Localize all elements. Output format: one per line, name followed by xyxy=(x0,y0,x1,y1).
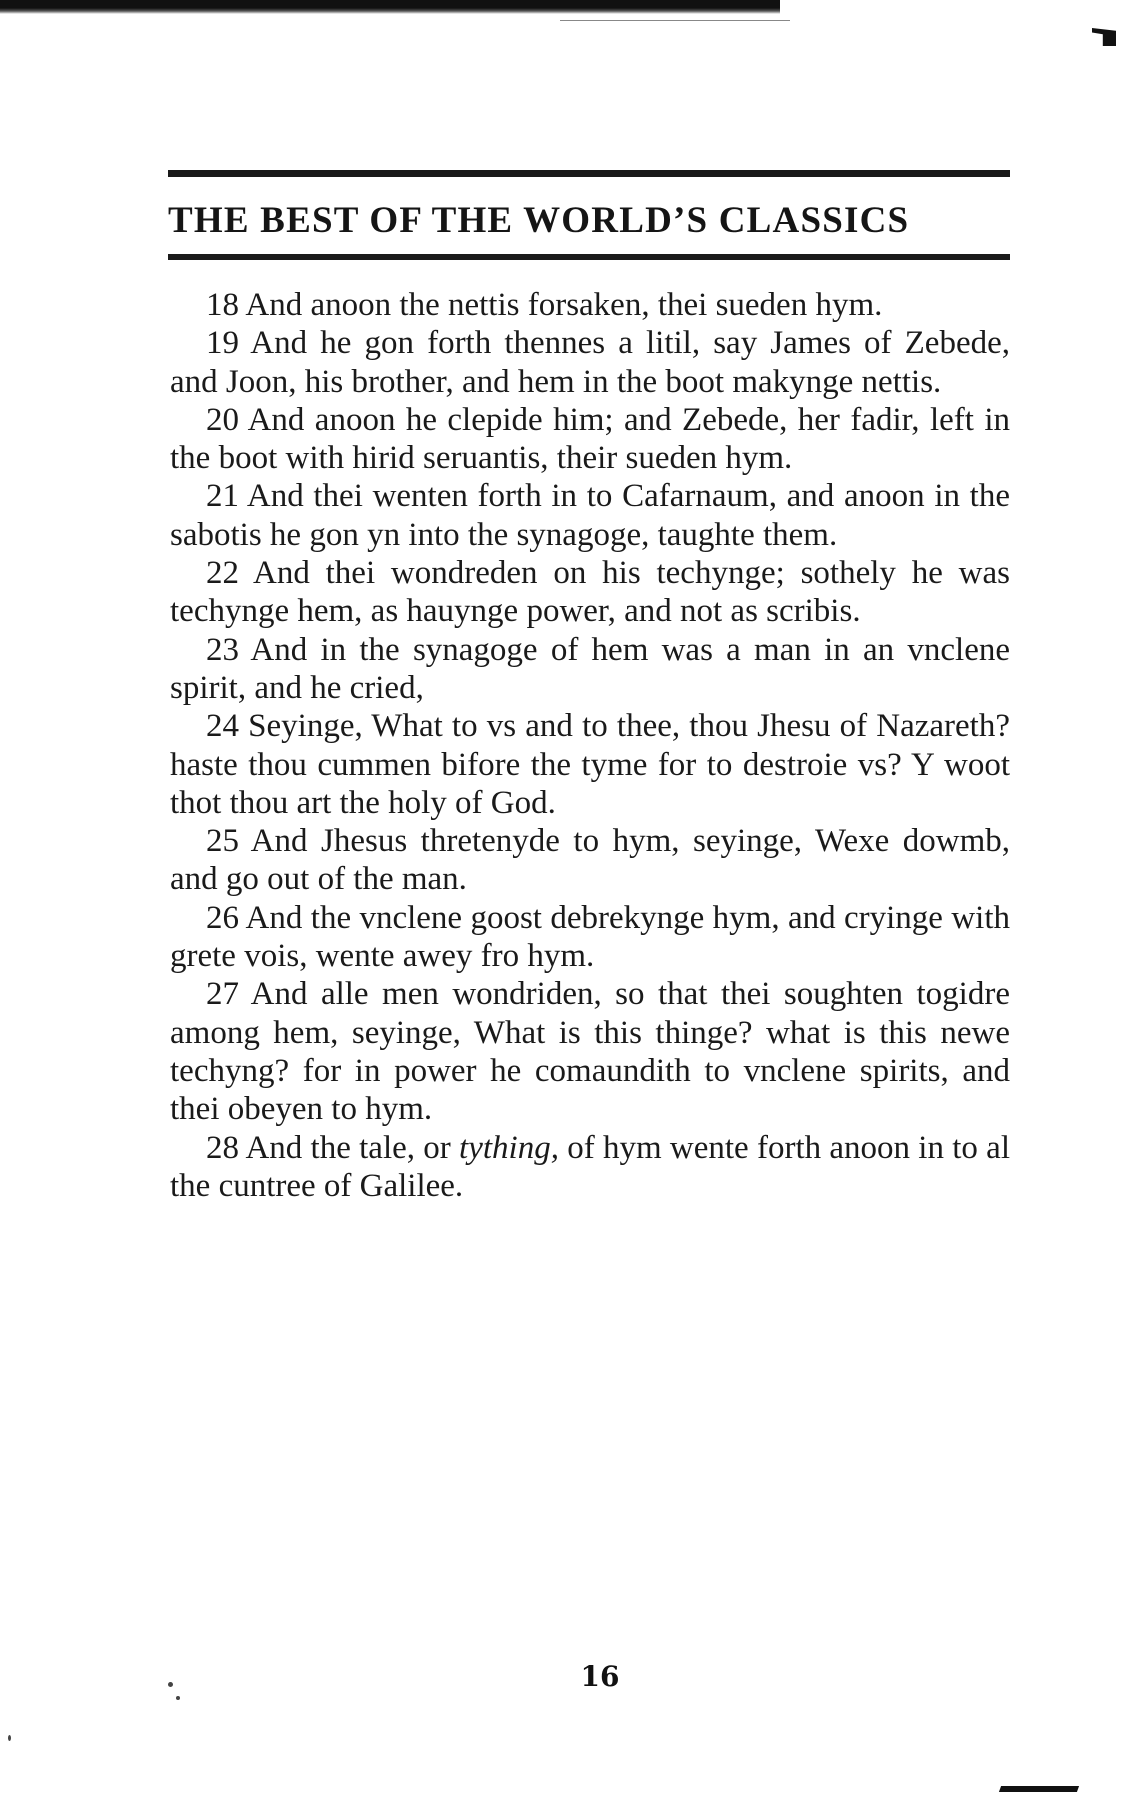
verse-25: 25 And Jhesus thretenyde to hym, seyinge, Wexe dowmb, and go out of the man. xyxy=(170,823,1010,898)
verse-21: 21 And thei wenten forth in to Cafarnaum, and anoon in the sabotis he gon yn into the synagoge, taughte them. xyxy=(170,478,1010,553)
verse-28-end: of hym wente forth anoon in to al the cuntree of Galilee. xyxy=(170,1129,1010,1204)
header-rule-top xyxy=(168,170,1010,177)
bottom-edge-mark xyxy=(999,1786,1079,1792)
verse-26: 26 And the vnclene goost debrekynge hym, and cryinge with grete vois, wente awey fro hym. xyxy=(170,899,1010,975)
verse-27: 27 And alle men wondriden, so that thei soughten togidre among hem, seyinge, What is this thinge? what is this newe techyng? for in power he comaundith to vnclene spirits, and thei obeyen to hym. xyxy=(170,976,1010,1128)
verse-28-start: 28 And the tale, or xyxy=(206,1129,460,1166)
verse-19: 19 And he gon forth thennes a litil, say James of Zebede, and Joon, his brother, and hem in the boot makynge nettis. xyxy=(170,325,1010,400)
scan-edge-line xyxy=(560,20,790,21)
verse-18: 18 And anoon the nettis forsaken, thei sueden hym. xyxy=(206,287,883,323)
scan-speck xyxy=(8,1735,11,1741)
running-head: THE BEST OF THE WORLD’S CLASSICS xyxy=(168,200,910,241)
scan-speck xyxy=(176,1696,180,1700)
body-text xyxy=(170,286,1010,1205)
verse-23: 23 And in the synagoge of hem was a man in an vnclene spirit, and he cried, xyxy=(170,631,1010,706)
verse-28 xyxy=(170,1129,1010,1206)
corner-mark xyxy=(1092,28,1116,46)
verse-20: 20 And anoon he clepide him; and Zebede, her fadir, left in the boot with hirid seruantis, their sueden hym. xyxy=(170,401,1010,477)
verse-22: 22 And thei wondreden on his techynge; sothely he was techynge hem, as hauynge power, and not as scribis. xyxy=(170,555,1010,630)
verse-28-italic: tything, xyxy=(459,1129,559,1166)
page-number: 16 xyxy=(580,1660,620,1693)
scan-edge-bar xyxy=(0,0,780,14)
header-rule-bottom xyxy=(168,254,1010,260)
scan-speck xyxy=(168,1682,173,1687)
verse-24: 24 Seyinge, What to vs and to thee, thou Jhesu of Nazareth? haste thou cummen bifore the tyme for to destroie vs? Y woot thot thou art the holy of God. xyxy=(170,708,1010,821)
